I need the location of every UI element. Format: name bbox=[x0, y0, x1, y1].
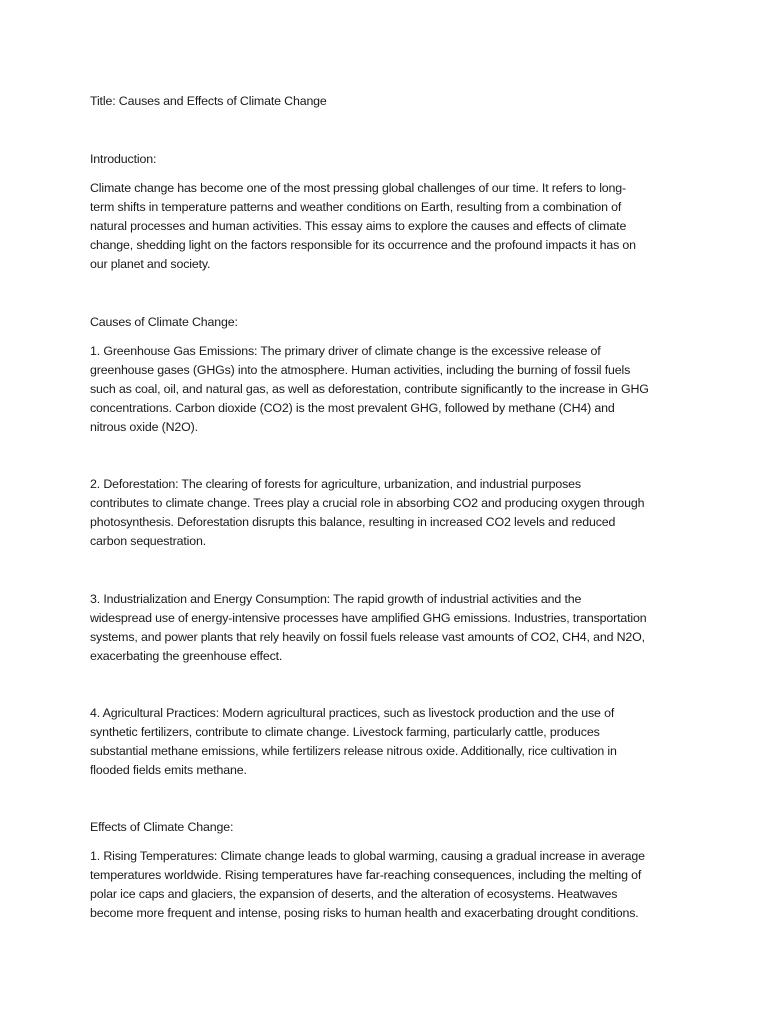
cause-3-paragraph bbox=[90, 590, 690, 666]
text-line: Climate change has become one of the most pressing global challenges of our time. It refers to long- bbox=[90, 181, 626, 195]
text-line: term shifts in temperature patterns and weather conditions on Earth, resulting from a combination of bbox=[90, 200, 622, 214]
text-line: 3. Industrialization and Energy Consumption: The rapid growth of industrial activities and the bbox=[90, 592, 582, 606]
text-line: photosynthesis. Deforestation disrupts this balance, resulting in increased CO2 levels and reduced bbox=[90, 515, 616, 529]
text-line: such as coal, oil, and natural gas, as well as deforestation, contribute significantly to the increase in GHG bbox=[90, 382, 649, 396]
text-line: exacerbating the greenhouse effect. bbox=[90, 649, 283, 663]
text-line: carbon sequestration. bbox=[90, 534, 207, 548]
title-line: Title: Causes and Effects of Climate Change bbox=[90, 94, 327, 108]
text-line: become more frequent and intense, posing risks to human health and exacerbating drought conditions. bbox=[90, 906, 639, 920]
effects-heading-text: Effects of Climate Change: bbox=[90, 820, 234, 834]
text-line: systems, and power plants that rely heavily on fossil fuels release vast amounts of CO2, CH4, and N2O, bbox=[90, 630, 645, 644]
effects-heading bbox=[90, 818, 690, 837]
text-line: 4. Agricultural Practices: Modern agricultural practices, such as livestock production and the use of bbox=[90, 706, 615, 720]
text-line: widespread use of energy-intensive processes have amplified GHG emissions. Industries, transportation bbox=[90, 611, 647, 625]
cause-1-paragraph bbox=[90, 342, 690, 437]
text-line: nitrous oxide (N2O). bbox=[90, 420, 198, 434]
text-line: natural processes and human activities. This essay aims to explore the causes and effects of climate bbox=[90, 219, 627, 233]
effect-1-paragraph bbox=[90, 847, 690, 923]
text-line: change, shedding light on the factors responsible for its occurrence and the profound impacts it has on bbox=[90, 238, 636, 252]
text-line: polar ice caps and glaciers, the expansion of deserts, and the alteration of ecosystems. Heatwaves bbox=[90, 887, 618, 901]
causes-heading-text: Causes of Climate Change: bbox=[90, 315, 238, 329]
intro-heading bbox=[90, 150, 690, 169]
text-line: temperatures worldwide. Rising temperatures have far-reaching consequences, including the melting of bbox=[90, 868, 642, 882]
text-line: concentrations. Carbon dioxide (CO2) is the most prevalent GHG, followed by methane (CH4) and bbox=[90, 401, 615, 415]
text-line: contributes to climate change. Trees play a crucial role in absorbing CO2 and producing oxygen through bbox=[90, 496, 645, 510]
document-title bbox=[90, 92, 690, 111]
text-line: our planet and society. bbox=[90, 257, 211, 271]
intro-heading-text: Introduction: bbox=[90, 152, 157, 166]
intro-paragraph bbox=[90, 179, 690, 274]
text-line: 1. Greenhouse Gas Emissions: The primary driver of climate change is the excessive release of bbox=[90, 344, 601, 358]
text-line: flooded fields emits methane. bbox=[90, 763, 247, 777]
text-line: greenhouse gases (GHGs) into the atmosphere. Human activities, including the burning of fossil fuels bbox=[90, 363, 631, 377]
text-line: substantial methane emissions, while fertilizers release nitrous oxide. Additionally, rice cultivation in bbox=[90, 744, 617, 758]
cause-2-paragraph bbox=[90, 475, 690, 551]
cause-4-paragraph bbox=[90, 704, 690, 780]
text-line: 2. Deforestation: The clearing of forests for agriculture, urbanization, and industrial purposes bbox=[90, 477, 581, 491]
text-line: 1. Rising Temperatures: Climate change leads to global warming, causing a gradual increase in average bbox=[90, 849, 645, 863]
causes-heading bbox=[90, 313, 690, 332]
text-line: synthetic fertilizers, contribute to climate change. Livestock farming, particularly cattle, produces bbox=[90, 725, 600, 739]
